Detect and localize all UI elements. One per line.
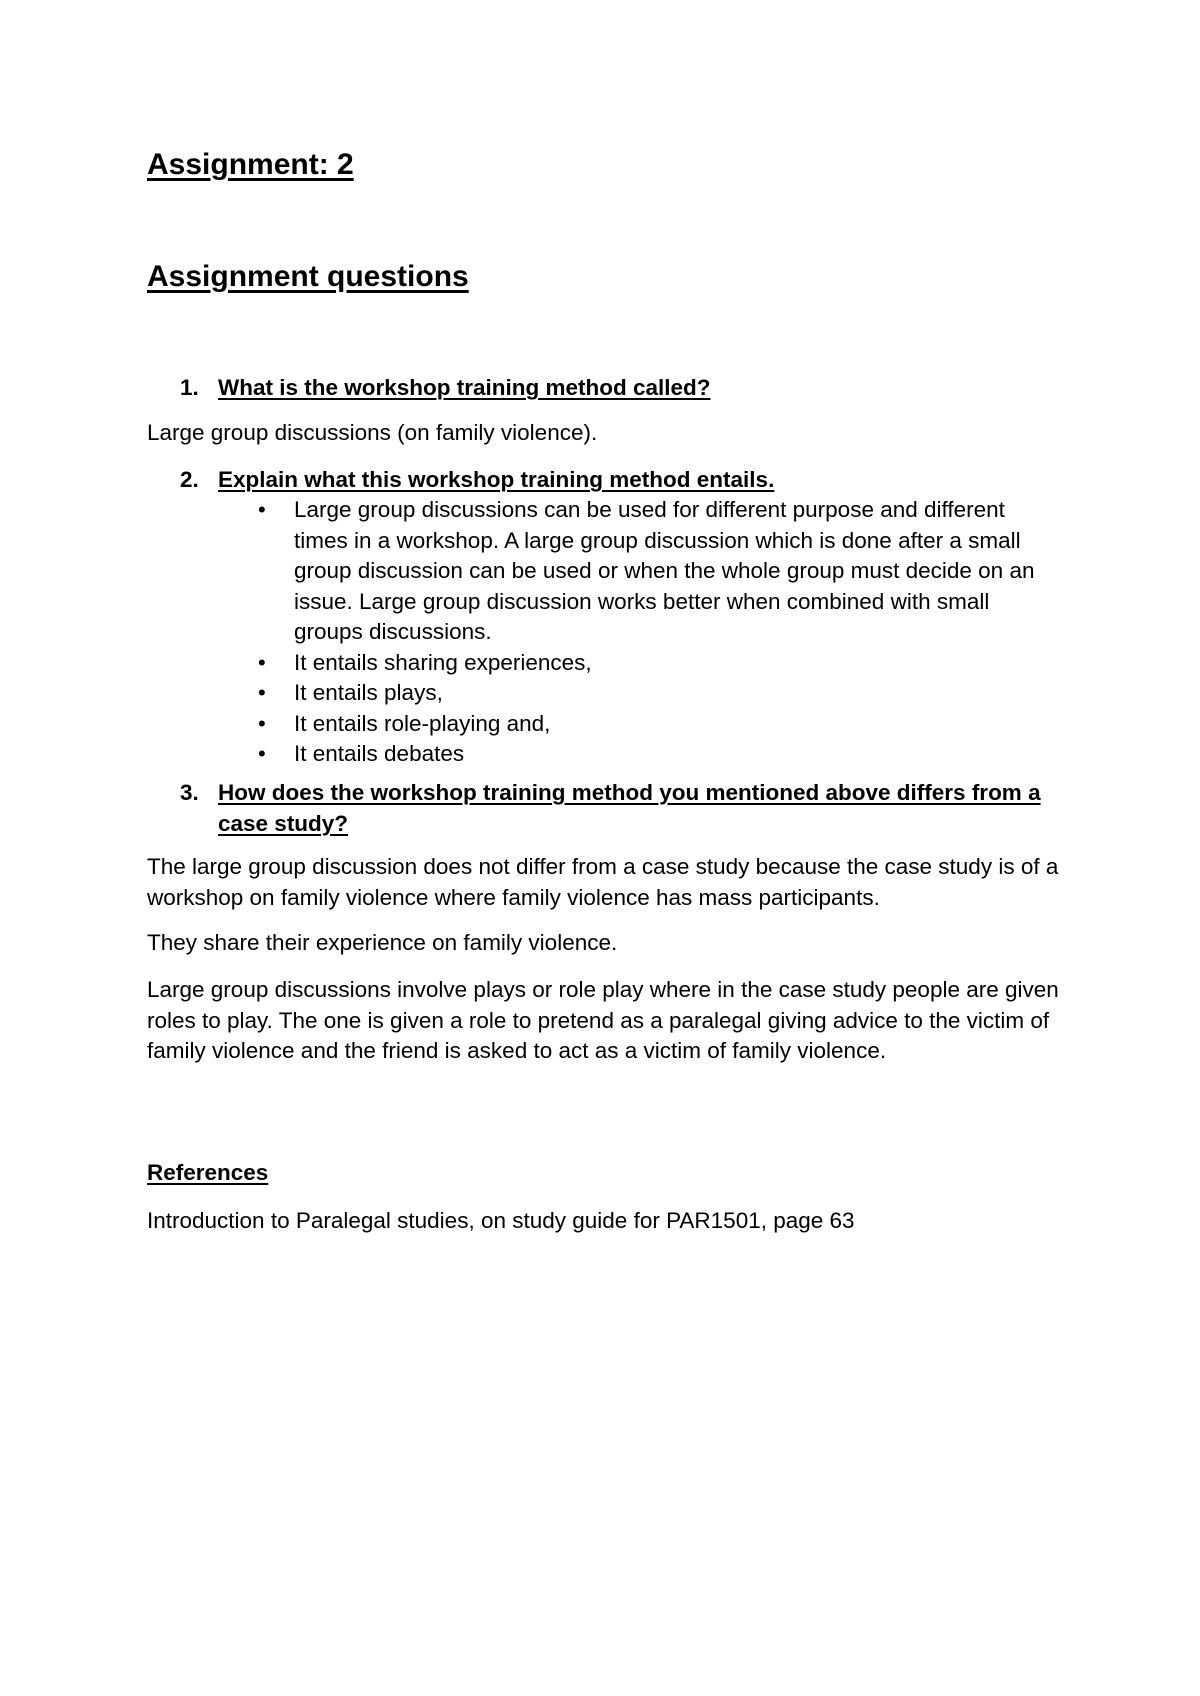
bullet-icon: • [258, 497, 266, 522]
list-item: • It entails role-playing and, [258, 709, 1048, 740]
question-text: What is the workshop training method called? [218, 375, 711, 400]
question-number: 1. [180, 375, 199, 400]
question-text: Explain what this workshop training method entails. [218, 467, 775, 492]
question-2 [180, 464, 774, 495]
bullet-icon: • [258, 649, 266, 675]
list-item: • It entails plays, [258, 678, 1048, 709]
list-item: • It entails debates [258, 739, 1048, 770]
answer-3-paragraph-1: The large group discussion does not differ from a case study because the case study is of a workshop on family violence where family violence has mass participants. [147, 854, 1059, 910]
references-heading: References [147, 1160, 269, 1185]
question-3 [180, 777, 1080, 839]
answer-3-paragraph-3: Large group discussions involve plays or role play where in the case study people are given roles to play. The one is given a role to pretend as a paralegal giving advice to the victim of family violence and the friend is asked to act as a victim of family violence. [147, 977, 1059, 1063]
answer-1: Large group discussions (on family violence). [147, 420, 598, 445]
question-number: 3. [180, 780, 199, 805]
answer-3-paragraph-2: They share their experience on family violence. [147, 930, 618, 955]
reference-item: Introduction to Paralegal studies, on study guide for PAR1501, page 63 [147, 1208, 855, 1233]
list-item: • It entails sharing experiences, [258, 648, 1048, 679]
question-number: 2. [180, 467, 199, 492]
question-text: How does the workshop training method you mentioned above differs from a case study? [218, 780, 1041, 836]
section-heading-questions: Assignment questions [147, 260, 469, 293]
list-item: • Large group discussions can be used for different purpose and different times in a workshop. A large group discussion which is done after a small group discussion can be used or when the whole group must decide on an issue. Large group discussion works better when combined with small groups discussions. [258, 497, 1035, 644]
bullet-icon: • [258, 710, 266, 736]
answer-2-bullet-list [258, 495, 1048, 770]
bullet-icon: • [258, 741, 266, 766]
bullet-icon: • [258, 680, 266, 705]
document-title: Assignment: 2 [147, 148, 354, 181]
question-1 [180, 372, 711, 403]
